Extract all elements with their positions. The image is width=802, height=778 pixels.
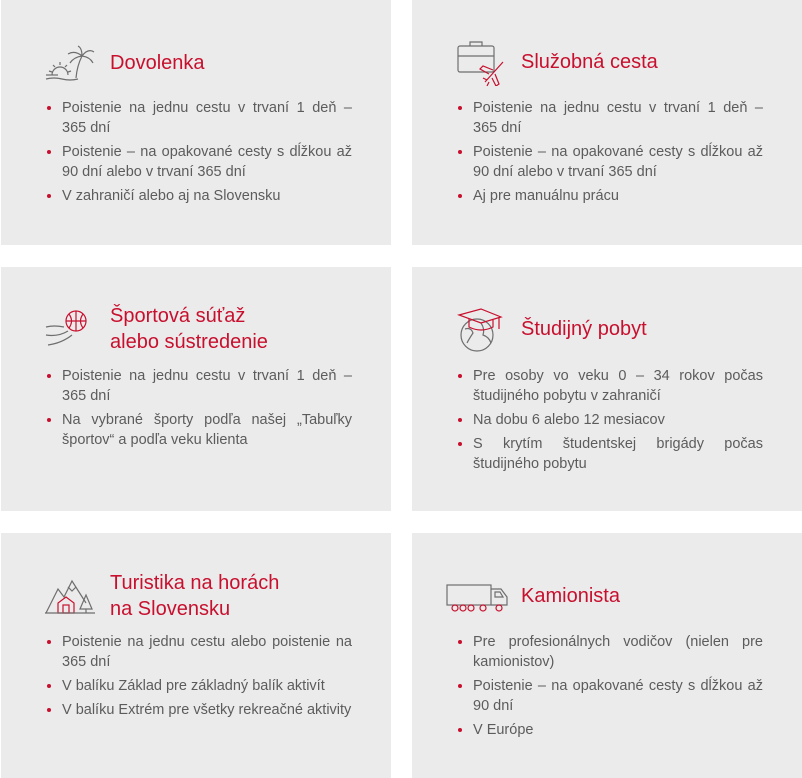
- list-item: S krytím študentskej brigády počas študijného pobytu: [458, 434, 763, 474]
- bullet-list: [47, 632, 352, 724]
- bullet-list: [47, 98, 352, 210]
- list-item: Poistenie – na opakované cesty s dĺžkou až 90 dní alebo v trvaní 365 dní: [47, 142, 352, 182]
- truck-icon: [445, 575, 511, 621]
- bullet-list: [458, 632, 763, 744]
- list-item: Poistenie na jednu cestu v trvaní 1 deň – 365 dní: [458, 98, 763, 138]
- list-item: V balíku Základ pre základný balík aktivít: [47, 676, 352, 696]
- card-title: Turistika na horách na Slovensku: [110, 572, 280, 620]
- list-item: V balíku Extrém pre všetky rekreačné aktivity: [47, 700, 352, 720]
- card-kamionista: [412, 533, 802, 778]
- bullet-list: [458, 366, 763, 478]
- list-item: Pre osoby vo veku 0 – 34 rokov počas študijného pobytu v zahraničí: [458, 366, 763, 406]
- card-title: Služobná cesta: [521, 51, 658, 73]
- globe-graduation-cap-icon: [455, 307, 507, 353]
- card-turistika: [1, 533, 391, 778]
- bullet-list: [458, 98, 763, 210]
- bullet-list: [47, 366, 352, 454]
- list-item: Poistenie – na opakované cesty s dĺžkou až 90 dní: [458, 676, 763, 716]
- card-title: Dovolenka: [110, 52, 205, 74]
- list-item: Na vybrané športy podľa našej „Tabuľky športov“ a podľa veku klienta: [47, 410, 352, 450]
- card-title: Športová súťaž alebo sústredenie: [110, 305, 268, 353]
- list-item: V zahraničí alebo aj na Slovensku: [47, 186, 352, 206]
- basketball-icon: [44, 307, 96, 353]
- list-item: Poistenie na jednu cestu alebo poistenie na 365 dní: [47, 632, 352, 672]
- list-item: Poistenie – na opakované cesty s dĺžkou až 90 dní alebo v trvaní 365 dní: [458, 142, 763, 182]
- list-item: Pre profesionálnych vodičov (nielen pre kamionistov): [458, 632, 763, 672]
- card-sportova-sutaz: [1, 267, 391, 511]
- card-dovolenka: [1, 0, 391, 245]
- beach-sunset-palm-icon: [44, 44, 96, 90]
- card-title: Kamionista: [521, 585, 620, 607]
- card-studijny-pobyt: [412, 267, 802, 511]
- list-item: Na dobu 6 alebo 12 mesiacov: [458, 410, 763, 430]
- card-sluzobna-cesta: [412, 0, 802, 245]
- briefcase-airplane-icon: [455, 40, 507, 86]
- list-item: V Európe: [458, 720, 763, 740]
- list-item: Poistenie na jednu cestu v trvaní 1 deň – 365 dní: [47, 98, 352, 138]
- mountains-cabin-icon: [44, 573, 96, 619]
- list-item: Aj pre manuálnu prácu: [458, 186, 763, 206]
- card-title: Študijný pobyt: [521, 318, 647, 340]
- list-item: Poistenie na jednu cestu v trvaní 1 deň – 365 dní: [47, 366, 352, 406]
